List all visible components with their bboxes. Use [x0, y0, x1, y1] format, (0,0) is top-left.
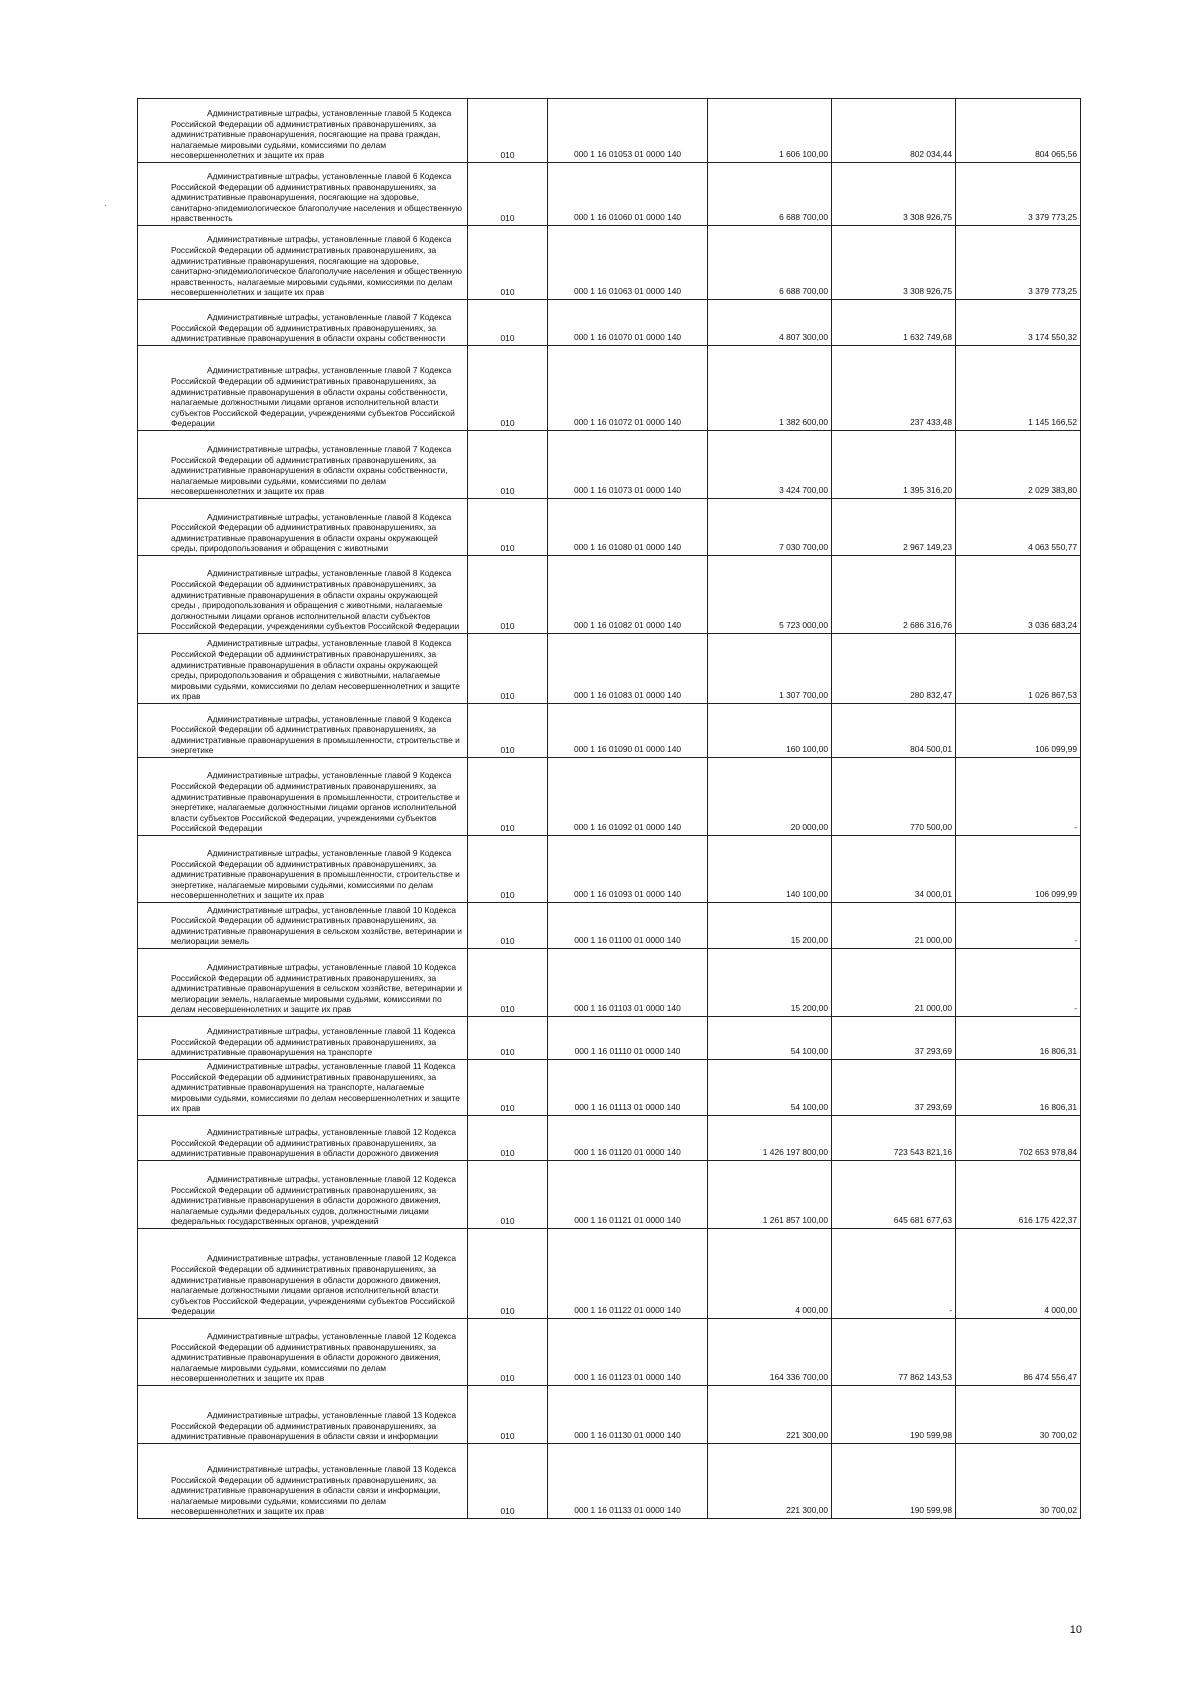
row-name-cell	[138, 99, 468, 163]
row-approved-cell: 15 200,00	[708, 949, 832, 1017]
row-name-text: Административные штрафы, установленные главой 9 Кодекса Российской Федерации об административных правонарушениях, за административные правонарушения в промышленности, строительстве и энергетике, налагаемые мировыми судьями, комиссиями по делам несовершеннолетних и защите их прав	[171, 848, 460, 901]
row-name-text: Административные штрафы, установленные главой 10 Кодекса Российской Федерации об административных правонарушениях, за административные правонарушения в сельском хозяйстве, ветеринарии и мелиорации земель, налагаемые мировыми судьями, комиссиями по делам несовершеннолетних и защите их прав	[171, 962, 462, 1015]
row-name-cell	[138, 163, 468, 226]
row-remaining-cell: 3 379 773,25	[956, 163, 1081, 226]
row-remaining-cell: 16 806,31	[956, 1060, 1081, 1116]
row-executed-cell: 804 500,01	[832, 704, 956, 758]
row-name-text: Административные штрафы, установленные главой 6 Кодекса Российской Федерации об административных правонарушениях, за административные правонарушения, посягающие на здоровье, санитарно-эпидемиологическое благополучие населения и общественную нравственность	[171, 171, 463, 224]
row-executed-cell: 37 293,69	[832, 1060, 956, 1116]
row-name-cell	[138, 836, 468, 903]
row-executed-cell: 723 543 821,16	[832, 1116, 956, 1161]
row-budget-code-cell: 000 1 16 01090 01 0000 140	[548, 704, 708, 758]
row-executed-cell: 190 599,98	[832, 1444, 956, 1519]
row-budget-code-cell: 000 1 16 01130 01 0000 140	[548, 1386, 708, 1444]
row-remaining-cell: 3 174 550,32	[956, 300, 1081, 346]
row-approved-cell: 1 382 600,00	[708, 346, 832, 431]
row-budget-code-cell: 000 1 16 01093 01 0000 140	[548, 836, 708, 903]
row-executed-cell: 802 034,44	[832, 99, 956, 163]
table-row	[138, 1386, 1081, 1444]
row-remaining-cell: 86 474 556,47	[956, 1319, 1081, 1386]
table-row	[138, 1319, 1081, 1386]
row-admin-code-cell: 010	[468, 1386, 548, 1444]
row-executed-cell: 280 832,47	[832, 634, 956, 704]
table-row	[138, 1229, 1081, 1319]
row-executed-cell: 237 433,48	[832, 346, 956, 431]
row-name-text: Административные штрафы, установленные главой 7 Кодекса Российской Федерации об административных правонарушениях, за административные правонарушения в области охраны собственности	[171, 312, 452, 344]
table-row	[138, 1116, 1081, 1161]
row-remaining-cell: 1 145 166,52	[956, 346, 1081, 431]
row-name-text: Административные штрафы, установленные главой 12 Кодекса Российской Федерации об административных правонарушениях, за административные правонарушения в области дорожного движения, налагаемые мировыми судьями, комиссиями по делам несовершеннолетних и защите их прав	[171, 1331, 456, 1384]
row-name-text: Административные штрафы, установленные главой 7 Кодекса Российской Федерации об административных правонарушениях, за административные правонарушения в области охраны собственности, налагаемые должностными лицами органов исполнительной власти субъектов Российской Федерации, учреждениями субъектов Российской Федерации	[171, 365, 455, 429]
row-executed-cell: 21 000,00	[832, 949, 956, 1017]
row-executed-cell: 1 632 749,68	[832, 300, 956, 346]
row-name-cell	[138, 1386, 468, 1444]
row-remaining-cell: -	[956, 949, 1081, 1017]
table-row	[138, 1060, 1081, 1116]
row-admin-code-cell: 010	[468, 1161, 548, 1229]
row-name-cell	[138, 1319, 468, 1386]
table-row	[138, 346, 1081, 431]
table-row	[138, 704, 1081, 758]
table-row	[138, 1017, 1081, 1060]
row-name-text: Административные штрафы, установленные главой 8 Кодекса Российской Федерации об административных правонарушениях, за административные правонарушения в области охраны окружающей среды, природопользования и обращения с животными	[171, 511, 452, 554]
row-admin-code-cell: 010	[468, 346, 548, 431]
row-admin-code-cell: 010	[468, 1229, 548, 1319]
row-remaining-cell: 2 029 383,80	[956, 431, 1081, 499]
row-budget-code-cell: 000 1 16 01120 01 0000 140	[548, 1116, 708, 1161]
row-admin-code-cell: 010	[468, 836, 548, 903]
row-approved-cell: 6 688 700,00	[708, 226, 832, 300]
row-remaining-cell: 16 806,31	[956, 1017, 1081, 1060]
row-approved-cell: 4 000,00	[708, 1229, 832, 1319]
row-name-text: Административные штрафы, установленные главой 8 Кодекса Российской Федерации об административных правонарушениях, за административные правонарушения в области охраны окружающей среды , природопользования и обращения с животными, налагаемые должностными лицами органов исполнительной власти субъектов Российской Федерации, учреждениями субъектов Российской Федерации	[171, 568, 460, 632]
row-budget-code-cell: 000 1 16 01072 01 0000 140	[548, 346, 708, 431]
row-name-text: Административные штрафы, установленные главой 9 Кодекса Российской Федерации об административных правонарушениях, за административные правонарушения в промышленности, строительстве и энергетике	[171, 713, 460, 756]
row-executed-cell: 1 395 316,20	[832, 431, 956, 499]
row-budget-code-cell: 000 1 16 01100 01 0000 140	[548, 903, 708, 949]
row-remaining-cell: 106 099,99	[956, 836, 1081, 903]
row-admin-code-cell: 010	[468, 499, 548, 556]
row-approved-cell: 1 426 197 800,00	[708, 1116, 832, 1161]
row-budget-code-cell: 000 1 16 01060 01 0000 140	[548, 163, 708, 226]
row-approved-cell: 1 261 857 100,00	[708, 1161, 832, 1229]
row-budget-code-cell: 000 1 16 01103 01 0000 140	[548, 949, 708, 1017]
row-budget-code-cell: 000 1 16 01092 01 0000 140	[548, 758, 708, 836]
row-admin-code-cell: 010	[468, 163, 548, 226]
row-budget-code-cell: 000 1 16 01070 01 0000 140	[548, 300, 708, 346]
row-remaining-cell: 4 063 550,77	[956, 499, 1081, 556]
row-executed-cell: 37 293,69	[832, 1017, 956, 1060]
row-remaining-cell: 616 175 422,37	[956, 1161, 1081, 1229]
row-remaining-cell: 804 065,56	[956, 99, 1081, 163]
row-admin-code-cell: 010	[468, 758, 548, 836]
row-admin-code-cell: 010	[468, 1116, 548, 1161]
row-name-cell	[138, 431, 468, 499]
row-remaining-cell: 106 099,99	[956, 704, 1081, 758]
scan-mark: ·	[104, 200, 108, 211]
row-budget-code-cell: 000 1 16 01083 01 0000 140	[548, 634, 708, 704]
row-remaining-cell: 4 000,00	[956, 1229, 1081, 1319]
row-approved-cell: 15 200,00	[708, 903, 832, 949]
row-approved-cell: 140 100,00	[708, 836, 832, 903]
row-approved-cell: 221 300,00	[708, 1386, 832, 1444]
row-name-cell	[138, 1116, 468, 1161]
row-name-cell	[138, 903, 468, 949]
row-admin-code-cell: 010	[468, 300, 548, 346]
row-budget-code-cell: 000 1 16 01063 01 0000 140	[548, 226, 708, 300]
row-executed-cell: 34 000,01	[832, 836, 956, 903]
row-name-cell	[138, 1060, 468, 1116]
table-row	[138, 634, 1081, 704]
table-row	[138, 556, 1081, 634]
row-remaining-cell: 1 026 867,53	[956, 634, 1081, 704]
row-admin-code-cell: 010	[468, 1319, 548, 1386]
row-budget-code-cell: 000 1 16 01110 01 0000 140	[548, 1017, 708, 1060]
row-admin-code-cell: 010	[468, 1444, 548, 1519]
row-approved-cell: 7 030 700,00	[708, 499, 832, 556]
table-row	[138, 99, 1081, 163]
row-remaining-cell: 30 700,02	[956, 1444, 1081, 1519]
row-name-cell	[138, 499, 468, 556]
row-executed-cell: 77 862 143,53	[832, 1319, 956, 1386]
row-admin-code-cell: 010	[468, 99, 548, 163]
row-executed-cell: 3 308 926,75	[832, 163, 956, 226]
row-budget-code-cell: 000 1 16 01080 01 0000 140	[548, 499, 708, 556]
row-approved-cell: 6 688 700,00	[708, 163, 832, 226]
row-budget-code-cell: 000 1 16 01113 01 0000 140	[548, 1060, 708, 1116]
row-budget-code-cell: 000 1 16 01123 01 0000 140	[548, 1319, 708, 1386]
row-name-cell	[138, 1017, 468, 1060]
row-name-text: Административные штрафы, установленные главой 10 Кодекса Российской Федерации об административных правонарушениях, за административные правонарушения в сельском хозяйстве, ветеринарии и мелиорации земель	[171, 904, 462, 947]
row-approved-cell: 1 307 700,00	[708, 634, 832, 704]
row-approved-cell: 4 807 300,00	[708, 300, 832, 346]
row-budget-code-cell: 000 1 16 01073 01 0000 140	[548, 431, 708, 499]
row-executed-cell: 21 000,00	[832, 903, 956, 949]
row-remaining-cell: 3 379 773,25	[956, 226, 1081, 300]
row-name-cell	[138, 758, 468, 836]
row-name-cell	[138, 949, 468, 1017]
row-remaining-cell: -	[956, 903, 1081, 949]
row-executed-cell: 645 681 677,63	[832, 1161, 956, 1229]
table-row	[138, 1444, 1081, 1519]
row-name-text: Административные штрафы, установленные главой 8 Кодекса Российской Федерации об административных правонарушениях, за административные правонарушения в области охраны окружающей среды, природопользования и обращения с животными, налагаемые мировыми судьями, комиссиями по делам несовершеннолетних и защите их прав	[171, 638, 460, 702]
table-row	[138, 1161, 1081, 1229]
row-approved-cell: 5 723 000,00	[708, 556, 832, 634]
row-executed-cell: 2 967 149,23	[832, 499, 956, 556]
row-name-text: Административные штрафы, установленные главой 12 Кодекса Российской Федерации об административных правонарушениях, за административные правонарушения в области дорожного движения, налагаемые должностными лицами органов исполнительной власти субъектов Российской Федерации, учреждениями субъектов Российской Федерации	[171, 1253, 456, 1317]
table-row	[138, 163, 1081, 226]
row-name-cell	[138, 704, 468, 758]
row-approved-cell: 54 100,00	[708, 1017, 832, 1060]
row-remaining-cell: 3 036 683,24	[956, 556, 1081, 634]
row-budget-code-cell: 000 1 16 01053 01 0000 140	[548, 99, 708, 163]
row-name-text: Административные штрафы, установленные главой 11 Кодекса Российской Федерации об административных правонарушениях, за административные правонарушения на транспорте, налагаемые мировыми судьями, комиссиями по делам несовершеннолетних и защите их прав	[171, 1061, 460, 1114]
row-name-text: Административные штрафы, установленные главой 5 Кодекса Российской Федерации об административных правонарушениях, за административные правонарушения, посягающие на права граждан, налагаемые мировыми судьями, комиссиями по делам несовершеннолетних и защите их прав	[171, 108, 452, 161]
row-admin-code-cell: 010	[468, 634, 548, 704]
row-name-cell	[138, 346, 468, 431]
row-name-text: Административные штрафы, установленные главой 13 Кодекса Российской Федерации об административных правонарушениях, за административные правонарушения в области связи и информации	[171, 1410, 456, 1442]
row-name-cell	[138, 226, 468, 300]
row-name-text: Административные штрафы, установленные главой 11 Кодекса Российской Федерации об административных правонарушениях, за административные правонарушения на транспорте	[171, 1026, 456, 1058]
row-name-text: Административные штрафы, установленные главой 7 Кодекса Российской Федерации об административных правонарушениях, за административные правонарушения в области охраны собственности, налагаемые мировыми судьями, комиссиями по делам несовершеннолетних и защите их прав	[171, 444, 452, 497]
row-name-text: Административные штрафы, установленные главой 6 Кодекса Российской Федерации об административных правонарушениях, за административные правонарушения, посягающие на здоровье, санитарно-эпидемиологическое благополучие населения и общественную нравственность, налагаемые мировыми судьями, комиссиями по делам несовершеннолетних и защите их прав	[171, 234, 463, 298]
table-row	[138, 499, 1081, 556]
row-admin-code-cell: 010	[468, 903, 548, 949]
table-row	[138, 836, 1081, 903]
row-budget-code-cell: 000 1 16 01121 01 0000 140	[548, 1161, 708, 1229]
row-budget-code-cell: 000 1 16 01122 01 0000 140	[548, 1229, 708, 1319]
row-name-text: Административные штрафы, установленные главой 9 Кодекса Российской Федерации об административных правонарушениях, за административные правонарушения в промышленности, строительстве и энергетике, налагаемые должностными лицами органов исполнительной власти субъектов Российской Федерации, учреждениями субъектов Российской Федерации	[171, 770, 460, 834]
table-row	[138, 226, 1081, 300]
table-row	[138, 758, 1081, 836]
row-approved-cell: 160 100,00	[708, 704, 832, 758]
row-approved-cell: 54 100,00	[708, 1060, 832, 1116]
row-remaining-cell: -	[956, 758, 1081, 836]
row-approved-cell: 164 336 700,00	[708, 1319, 832, 1386]
row-admin-code-cell: 010	[468, 431, 548, 499]
table-row	[138, 300, 1081, 346]
table-body	[138, 99, 1081, 1519]
row-name-cell	[138, 556, 468, 634]
page-number: 10	[1069, 1624, 1082, 1636]
table-row	[138, 903, 1081, 949]
row-executed-cell: -	[832, 1229, 956, 1319]
row-name-text: Административные штрафы, установленные главой 12 Кодекса Российской Федерации об административных правонарушениях, за административные правонарушения в области дорожного движения	[171, 1127, 456, 1159]
row-approved-cell: 20 000,00	[708, 758, 832, 836]
row-admin-code-cell: 010	[468, 556, 548, 634]
row-approved-cell: 221 300,00	[708, 1444, 832, 1519]
row-remaining-cell: 30 700,02	[956, 1386, 1081, 1444]
row-executed-cell: 190 599,98	[832, 1386, 956, 1444]
row-budget-code-cell: 000 1 16 01082 01 0000 140	[548, 556, 708, 634]
row-admin-code-cell: 010	[468, 226, 548, 300]
row-name-cell	[138, 634, 468, 704]
fines-revenue-table	[137, 98, 1081, 1519]
row-remaining-cell: 702 653 978,84	[956, 1116, 1081, 1161]
row-name-cell	[138, 1229, 468, 1319]
row-name-cell	[138, 300, 468, 346]
table-row	[138, 431, 1081, 499]
row-name-text: Административные штрафы, установленные главой 12 Кодекса Российской Федерации об административных правонарушениях, за административные правонарушения в области дорожного движения, налагаемые судьями федеральных судов, должностными лицами федеральных государственных органов, учреждений	[171, 1174, 456, 1227]
row-name-cell	[138, 1444, 468, 1519]
row-name-text: Административные штрафы, установленные главой 13 Кодекса Российской Федерации об административных правонарушениях, за административные правонарушения в области связи и информации, налагаемые мировыми судьями, комиссиями по делам несовершеннолетних и защите их прав	[171, 1464, 456, 1517]
row-admin-code-cell: 010	[468, 1017, 548, 1060]
row-admin-code-cell: 010	[468, 704, 548, 758]
row-name-cell	[138, 1161, 468, 1229]
row-executed-cell: 770 500,00	[832, 758, 956, 836]
row-executed-cell: 2 686 316,76	[832, 556, 956, 634]
row-approved-cell: 1 606 100,00	[708, 99, 832, 163]
row-budget-code-cell: 000 1 16 01133 01 0000 140	[548, 1444, 708, 1519]
table-row	[138, 949, 1081, 1017]
row-admin-code-cell: 010	[468, 949, 548, 1017]
row-executed-cell: 3 308 926,75	[832, 226, 956, 300]
row-admin-code-cell: 010	[468, 1060, 548, 1116]
row-approved-cell: 3 424 700,00	[708, 431, 832, 499]
